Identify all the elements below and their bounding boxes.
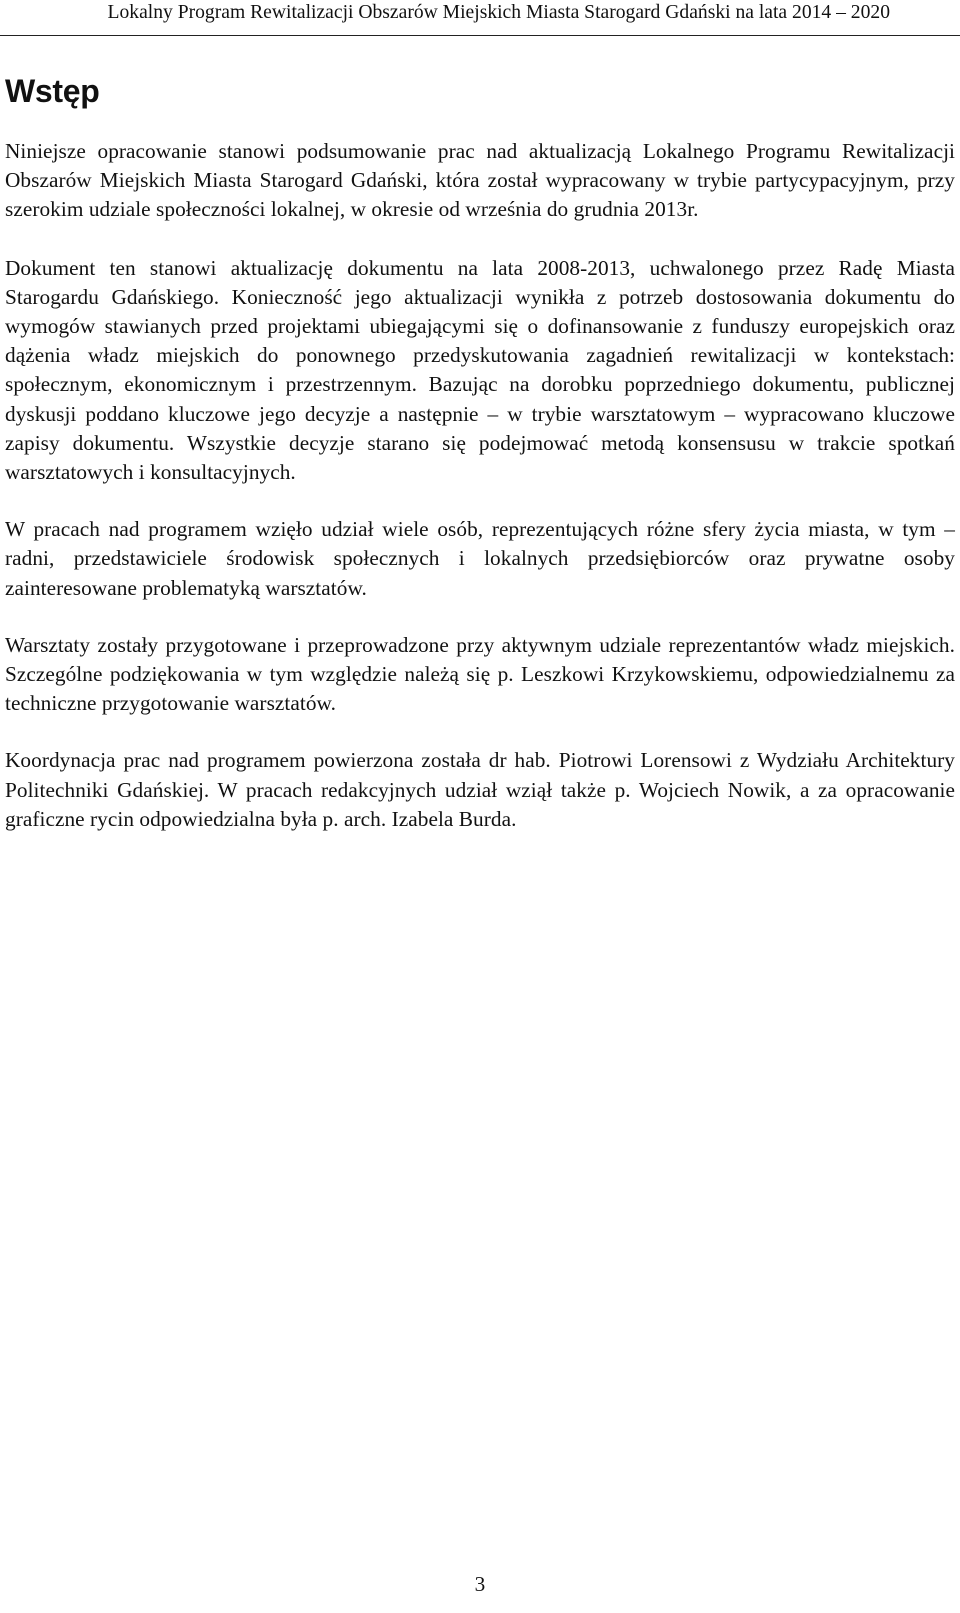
running-header-title: Lokalny Program Rewitalizacji Obszarów Miejskich Miasta Starogard Gdański na lata 2014 – 2020 [107, 2, 890, 23]
paragraph-coordination: Koordynacja prac nad programem powierzona została dr hab. Piotrowi Lorensowi z Wydziału Architektury Politechniki Gdańskiej. W pracach redakcyjnych udział wziął także p. Wojciech Nowik, a za opracowanie graficzne rycin odpowiedzialna była p. arch. Izabela Burda. [5, 748, 955, 831]
page-number: 3 [474, 1572, 486, 1596]
paragraph-introduction: Niniejsze opracowanie stanowi podsumowanie prac nad aktualizacją Lokalnego Programu Rewitalizacji Obszarów Miejskich Miasta Starogard Gdański, która został wypracowany w trybie partycypacyjnym, przy szerokim udziale społeczności lokalnej, w okresie od września do grudnia 2013r. [5, 139, 955, 222]
section-title: Wstęp [5, 73, 100, 109]
paragraph-document-update: Dokument ten stanowi aktualizację dokumentu na lata 2008-2013, uchwalonego przez Radę Miasta Starogardu Gdańskiego. Konieczność jego aktualizacji wynikła z potrzeb dostosowania dokumentu do wymogów stawianych przed projektami ubiegającymi się o dofinansowanie z funduszy europejskich oraz dążenia władz miejskich do ponownego przedyskutowania zagadnień rewitalizacji w kontekstach: społecznym, ekonomicznym i przestrzennym. Bazując na dorobku poprzedniego dokumentu, publicznej dyskusji poddano kluczowe jego decyzje a następnie – w trybie warsztatowym – wypracowano kluczowe zapisy dokumentu. Wszystkie decyzje starano się podejmować metodą konsensusu w trakcie spotkań warsztatowych i konsultacyjnych. [5, 255, 955, 485]
running-header [0, 0, 960, 36]
paragraph-workshops: Warsztaty zostały przygotowane i przeprowadzone przy aktywnym udziale reprezentantów władz miejskich. Szczególne podziękowania w tym względzie należą się p. Leszkowi Krzykowskiemu, odpowiedzialnemu za techniczne przygotowanie warsztatów. [5, 632, 955, 716]
paragraph-participants: W pracach nad programem wzięło udział wiele osób, reprezentujących różne sfery życia miasta, w tym – radni, przedstawiciele środowisk społecznych i lokalnych przedsiębiorców oraz prywatne osoby zainteresowane problematyką warsztatów. [5, 517, 955, 600]
page-body [5, 67, 955, 834]
